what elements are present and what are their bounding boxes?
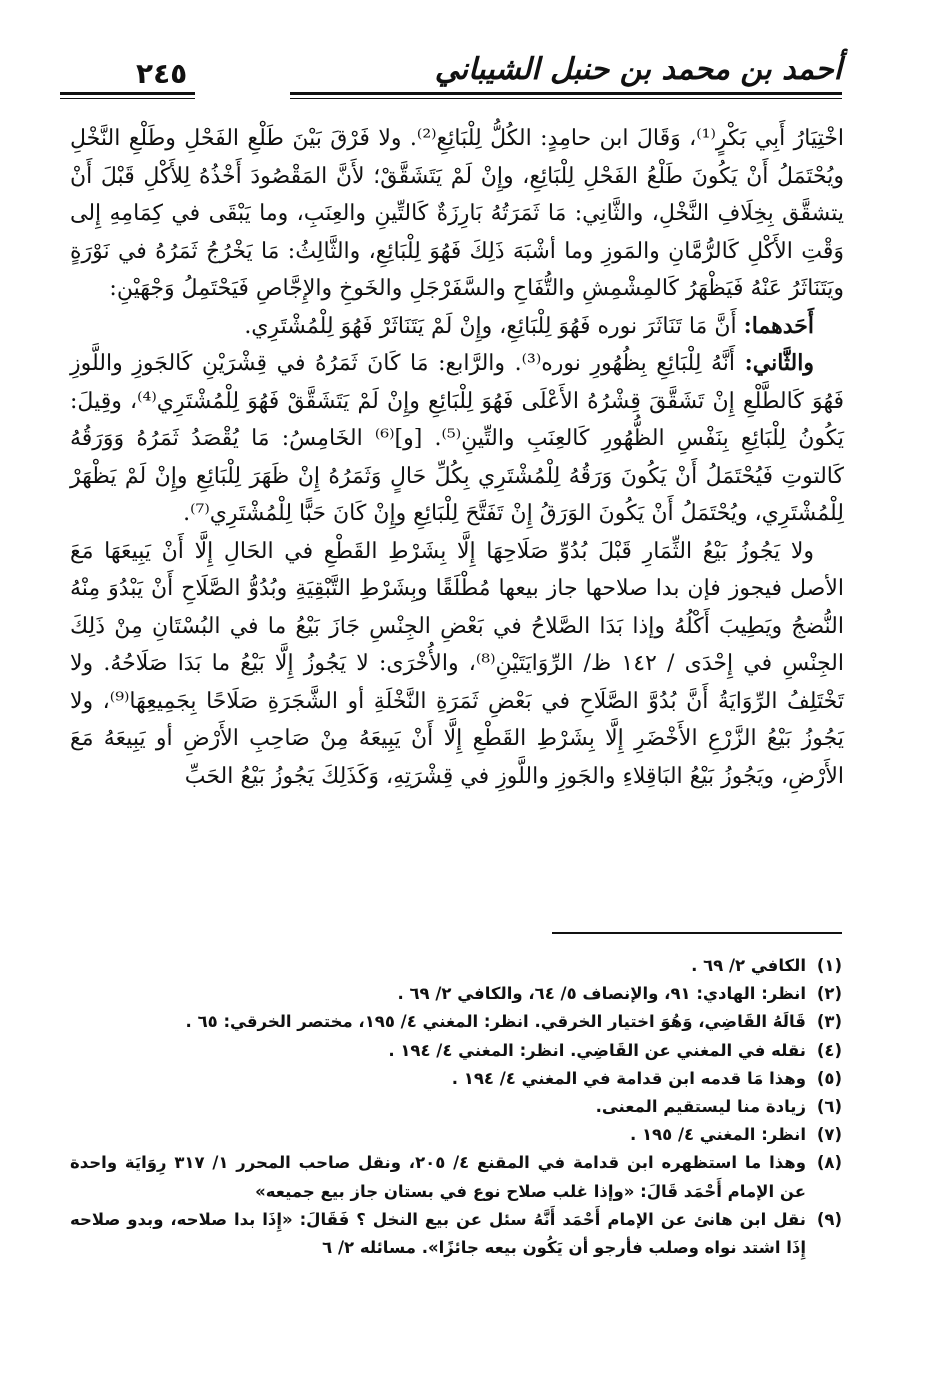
footnote-number: (٧) (816, 1125, 842, 1145)
footnote-number: (٣) (816, 1012, 842, 1032)
main-text (70, 120, 844, 795)
paragraph-sale-of-fruits: ولا يَجُوزُ بَيْعُ الثِّمَارِ قَبْلَ بُدُوِّ صَلَاحِهَا إِلَّا بِشَرْطِ القَطْعِ في الحَالِ إِلَّا أَنْ يَبِيعَهَا مَعَ الأصل فيجوز فإن بدا صلاحها جاز بيعها مُطْلَقًا وبِشَرْطِ التَّبْقِيَةِ وبُدُوُّ الصَّلَاحِ أَنْ يَبْدُوَ مِنْهُ النُّضجُ ويَطِيبَ أَكْلُهُ وإذا بَدَا الصَّلاحُ في بَعْضِ الجِنْسِ جَازَ بَيْعُ ما في البُسْتَانِ مِنْ ذَلِكَ الجِنْسِ في إِحْدَى / ١٤٢ ظ/ الرِّوَايَتَيْنِ⁽⁸⁾، والأُخْرَى: لا يَجُوزُ إِلَّا بَيْعُ ما بَدَا صَلَاحُهُ. ولا تَخْتَلِفُ الرِّوَايَةُ أَنَّ بُدُوَّ الصَّلَاحِ في بَعْضِ ثَمَرَةِ النَّخْلَةِ أو الشَّجَرَةِ صَلَاحًا بِجَمِيعِهَا⁽⁹⁾، ولا يَجُوزُ بَيْعُ الزَّرْعِ الأَخْضَرِ إِلَّا بِشَرْطِ القَطْعِ إِلَّا أَنْ يَبِيعَهُ مِنْ صَاحِبِ الأَرْضِ أو يَبِيعَهُ مَعَ الأَرْضِ، ويَجُوزُ بَيْعُ البَاقِلاءِ والجَوزِ واللَّوزِ في قِشْرَتِهِ، وَكَذَلِكَ يَجُوزُ بَيْعُ الحَبِّ (70, 538, 844, 789)
first-view-text: أَنَّ مَا تَنَاثَرَ نوره فَهُوَ لِلْبَائِعِ، وإِنْ لَمْ يَتَنَاثَرْ فَهُوَ لِلْمُشْتَرِي. (244, 313, 744, 339)
footnote (70, 1206, 842, 1262)
footnote-text: قَالَهُ القَاضِي، وَهُوَ اختيار الخرقي. انظر: المغني ٤/ ١٩٥، مختصر الخرقي: ٦٥ . (185, 1012, 806, 1032)
footnote-text: انظر: المغني ٤/ ١٩٥ . (629, 1125, 806, 1145)
footnote-number: (١) (816, 956, 842, 975)
page-number-gap (195, 86, 290, 102)
second-view-text: أَنَّهُ لِلْبَائِعِ بِظُهُورِ نوره⁽³⁾. والرَّابع: مَا كَانَ ثَمَرُهُ في قِشْرَيْنِ كَالجَوزِ واللَّوزِ فَهُوَ كَالطَّلْعِ إِنْ تَشَقَّقَ قِشْرُهُ الأَعْلَى فَهُوَ لِلْبَائِعِ وإِنْ لَمْ يَتَشَقَّقْ فَهُوَ لِلْمُشْتَرِي⁽⁴⁾، وقِيلَ: يَكُونُ لِلْبَائِعِ بِنَفْسِ الظُّهُورِ كَالعِنَبِ والتِّينِ⁽⁵⁾. [و]⁽⁶⁾ الخَامِسُ: مَا يُقْصَدُ ثَمَرُهُ وَوَرَقُهُ كَالتوتِ فَيُحْتَمَلُ أَنْ يَكُونَ وَرَقُهُ لِلْمُشْتَرِي بِكُلِّ حَالٍ وَثَمَرُهُ إِنْ ظَهَرَ لِلْبَائِعِ وإِنْ لَمْ يَظْهَرْ لِلْمُشْتَرِي، ويُحْتَمَلُ أَنْ يَكُونَ الوَرَقُ إِنْ تَفَتَّحَ لِلْبَائِعِ وإِنْ كَانَ حَبًّا لِلْمُشْتَرِي⁽⁷⁾. (70, 351, 845, 526)
footnote (70, 1065, 842, 1093)
footnote-text: وهذا ما استظهره ابن قدامة في المقنع ٤/ ٢٠٥، ونقل صاحب المحرر ١/ ٣١٧ رِوَايَة واحدة عن الإمام أَحْمَد قَالَ: «وإذا غلب صلاح نوع في بستان جاز بيع جميعه» (70, 1153, 806, 1201)
footnote (70, 1093, 842, 1121)
paragraph-1: اخْتِيَارُ أَبِي بَكْرٍ⁽¹⁾، وَقَالَ ابن حامِدٍ: الكُلُّ لِلْبَائِعِ⁽²⁾. ولا فَرْقَ بَيْنَ طَلْعِ الفَحْلِ وطَلْعِ النَّخْلِ ويُحْتَمَلُ أَنْ يَكُونَ طَلْعُ الفَحْلِ لِلْبَائِعِ، وإِنْ لَمْ يَتَشَقَّقْ؛ لأَنَّ المَقْصُودَ أَخْذُهُ لِلأَكْلِ قَبْلَ أَنْ يتشقَّق بِخِلَافِ النَّخْلِ، والثَّانِي: مَا ثَمَرَتُهُ بَارِزَةٌ كَالتِّينِ والعِنَبِ، وما يَبْقَى في كِمَامِهِ إِلى وَقْتِ الأَكْلِ كَالرُّمَّانِ والمَوزِ وما أشْبَهَ ذَلِكَ فَهُوَ لِلْبَائِعِ، والثَّالِثُ: مَا يَخْرُجُ ثَمَرُهُ في نَوْرَةٍ ويَتَنَاثَرُ عَنْهُ فَيَظْهَرُ كَالمِشْمِشِ والتُّفَاحِ والسَّفَرْجَلِ والخَوخِ والإِجَّاصِ فَيَحْتَمِلُ وَجْهَيْنِ: (70, 126, 844, 301)
footnote-text: زيادة منا ليستقيم المعنى. (595, 1097, 806, 1117)
paragraph-first-view (70, 308, 844, 346)
running-header (60, 50, 842, 102)
footnote-number: (٢) (816, 984, 842, 1004)
footnote-number: (٦) (816, 1097, 842, 1117)
footnote-number: (٥) (816, 1068, 842, 1088)
footnote-separator (552, 932, 842, 934)
footnote-text: انظر: الهادي: ٩١، والإنصاف ٥/ ٦٤، والكافي ٢/ ٦٩ . (397, 984, 806, 1004)
footnote-number: (٤) (816, 1040, 842, 1060)
header-title: أحمد بن محمد بن حنبل الشيباني (434, 52, 842, 87)
footnotes (70, 952, 842, 1262)
header-rule-thick (60, 92, 842, 95)
footnote (70, 1008, 842, 1036)
footnote (70, 980, 842, 1008)
footnote (70, 1037, 842, 1065)
header-rule-thin (60, 98, 842, 99)
footnote-text: وهذا مَا قدمه ابن قدامة في المغني ٤/ ١٩٤ . (451, 1068, 806, 1088)
footnote (70, 1121, 842, 1149)
first-view-lead: أَحَدهما: (743, 312, 814, 339)
page-number: ٢٤٥ (136, 57, 188, 90)
footnote-text: نقله في المغني عن القَاضِي. انظر: المغني ٤/ ١٩٤ . (388, 1040, 806, 1060)
second-view-lead: والثَّاني: (744, 350, 814, 376)
paragraph-second-view (70, 345, 844, 533)
footnote (70, 1149, 842, 1205)
footnote-text: نقل ابن هانئ عن الإمام أَحْمَد أَنَّهُ سئل عن بيع النخل ؟ فَقَالَ: «إِذَا بدا صلاحه، وبدو صلاحه إِذَا اشتد نواه وصلب فأرجو أن يَكُون بيعه جائزًا». مسائله ٢/ ٦ (70, 1209, 806, 1258)
footnote-text: الكافي ٢/ ٦٩ . (691, 956, 806, 975)
footnote-number: (٩) (816, 1209, 842, 1229)
footnote (70, 952, 842, 980)
footnote-number: (٨) (816, 1153, 842, 1173)
